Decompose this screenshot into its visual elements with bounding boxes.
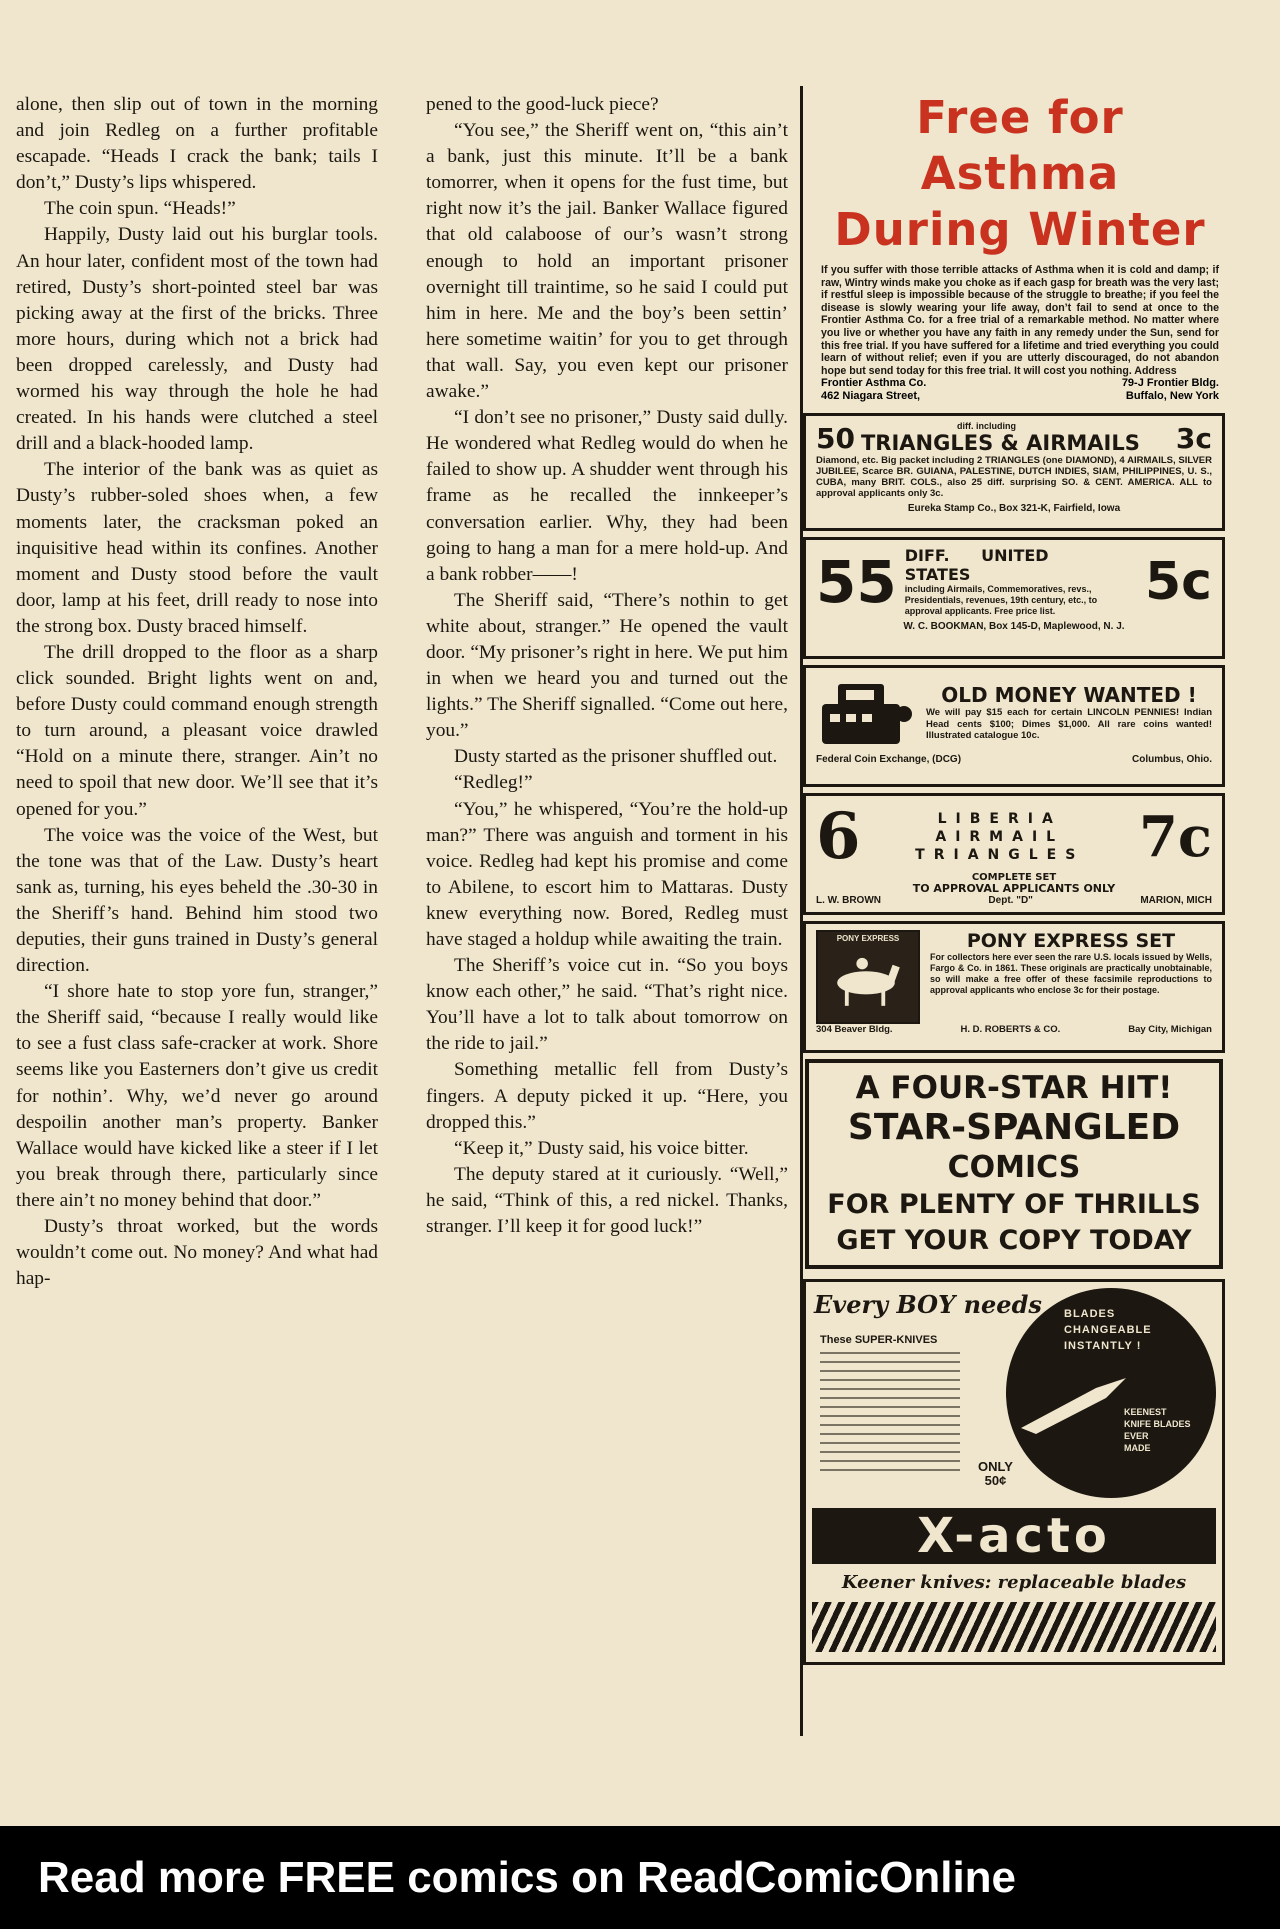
asthma-addr-bldg: 79-J Frontier Bldg. [1121,377,1219,390]
knife-icon [1016,1368,1136,1438]
asthma-addr-street: 462 Niagara Street, [821,390,921,403]
story-paragraph: pened to the good-luck piece? [426,94,659,115]
xacto-keenest-2: KNIFE BLADES [1124,1419,1191,1430]
story-paragraph: Happily, Dusty laid out his burglar tools. An hour later, confident most of the town had retired, Dusty’s short-pointed steel bar was picking away at the first of the bricks. Three more hours, during which not a brick had been dropped carelessly, and Dusty had wormed his way through the hole he had created. In his hands were clutched a steel drill and a black-hooded lamp. [16,224,378,455]
liberia-footer-right: MARION, MICH [1140,895,1212,907]
xacto-every-boy: Every BOY needs [814,1290,1042,1320]
triangles-body: Diamond, etc. Big packet including 2 TRIANGLES (one DIAMOND), 4 AIRMAILS, SILVER JUBILEE, Scarce BR. GUIANA, PALESTINE, DUTCH INDIES, SIAM, PHILIPPINES, U. S., CUBA, many BRIT. COLS., also 25 diff. surprising SO. & CENT. AMERICA. ALL to approval applicants only 3c. [816,455,1212,500]
liberia-footer-mid: Dept. "D" [988,895,1033,907]
story-paragraph: “I shore hate to stop yore fun, stranger,” the Sheriff said, “because I really would like to see a fust class safe-cracker at work. Shore seems like you Easterners don’t give us credit for nothin’. Why, we’d never go around despoilin another man’s property. Banker Wallace would have kicked like a steer if I let you break through there, particularly since there ain’t no money behind that door.” [16,981,378,1211]
xacto-slogan: Keener knives: replaceable blades [841,1572,1187,1594]
story-paragraph: Dusty’s throat worked, but the words wouldn’t come out. No money? And what had hap- [16,1216,378,1290]
pony-footer-left: 304 Beaver Bldg. [816,1024,893,1036]
asthma-headline-2: During Winter [834,203,1206,256]
money-body: We will pay $15 each for certain LINCOLN PENNIES! Indian Head cents $100; Dimes $1,000. All rare coins wanted! Illustrated catalogue 10c. [926,707,1212,742]
xacto-keenest-4: MADE [1124,1443,1151,1454]
us-price: 5c [1144,551,1212,612]
story-paragraph: The coin spun. “Heads!” [44,198,236,220]
story-paragraph: Something metallic fell from Dusty’s fingers. A deputy picked it up. “Here, you dropped this.” [426,1059,788,1133]
star-spangled-ad [805,1059,1223,1269]
story-paragraph: The drill dropped to the floor as a sharp click sounded. Bright lights went on and, before Dusty could command enough strength to turn around, a pleasant voice drawled “Hold on a minute there, stranger. Ain’t no need to spoil that new door. We’ll see that it’s opened for you.” [16,641,378,820]
story-paragraph: “Keep it,” Dusty said, his voice bitter. [454,1137,749,1159]
triangles-stamp-ad [803,413,1225,531]
star-line2: STAR-SPANGLED [847,1107,1181,1149]
triangles-price: 3c [1175,422,1212,456]
pony-express-stamp-image [816,930,920,1024]
star-line5: GET YOUR COPY TODAY [836,1225,1192,1257]
asthma-addr-city: Buffalo, New York [1125,390,1219,403]
xacto-price: 50¢ [984,1473,1007,1489]
xacto-knife-set-image [812,1602,1216,1652]
money-footer-left: Federal Coin Exchange, (DCG) [816,754,962,766]
asthma-addr-name: Frontier Asthma Co. [821,377,927,390]
liberia-line2: AIRMAIL [935,829,1065,846]
us-body: including Airmails, Commemoratives, revs., Presidentials, revenues, 19th century, etc., to approval applicants. Free price list. [904,584,1098,617]
pony-footer-right: Bay City, Michigan [1128,1024,1212,1036]
liberia-price: 7c [1138,804,1212,871]
asthma-headline-1: Free for Asthma [916,91,1124,200]
liberia-line1: LIBERIA [937,811,1062,828]
xacto-ad [803,1279,1225,1665]
pony-body: For collectors here ever seen the rare U.S. locals issued by Wells, Fargo & Co. in 1861. These originals are practically unobtainable, so will make a free offer of these facsimile reproductions to approval applicants who enclose 3c for their postage. [930,952,1212,996]
star-line4: FOR PLENTY OF THRILLS [827,1189,1201,1221]
asthma-ad [803,86,1225,407]
story-column-right [426,92,788,1240]
story-paragraph: “Redleg!” [454,772,533,794]
story-paragraph: alone, then slip out of town in the morning and join Redleg on a further profitable escapade. “Heads I crack the bank; tails I don’t,” Dusty’s lips whispered. [16,94,378,194]
xacto-circle-2: CHANGEABLE [1064,1324,1152,1337]
liberia-line5: TO APPROVAL APPLICANTS ONLY [912,882,1116,896]
pony-express-ad [803,921,1225,1053]
story-paragraph: The Sheriff said, “There’s nothin to get white about, stranger.” He opened the vault door. “My prisoner’s right in here. We put him in when we heard you and turned out the lights.” The Sheriff signalled. “Come out here, you.” [426,589,788,742]
pony-img-label: PONY EXPRESS [836,934,900,944]
asthma-body: If you suffer with those terrible attacks of Asthma when it is cold and damp; if raw, Wintry winds make you choke as if each gasp for breath was the very last; if restful sleep is impossible because of the struggle to breathe; if you feel the disease is slowly wearing your life away, don’t fail to send at once to the Frontier Asthma Co. for a free trial of a remarkable method. No matter where you live or whether you have any faith in any remedy under the Sun, send for this free trial. If you have suffered for a lifetime and tried everything you could learn of without relief; even if you are utterly discouraged, do not abandon hope but send today for this free trial. It will cost you nothing. Address [821,264,1219,377]
cash-register-icon [816,674,916,750]
pony-title: PONY EXPRESS SET [966,930,1176,953]
liberia-line3: TRIANGLES [915,847,1085,864]
xacto-keenest-3: EVER [1124,1431,1149,1442]
star-line1: A FOUR-STAR HIT! [855,1070,1173,1107]
money-footer-right: Columbus, Ohio. [1132,754,1212,766]
xacto-brand: X-acto [812,1508,1216,1564]
triangles-count: 50 [816,422,855,456]
story-paragraph: The Sheriff’s voice cut in. “So you boys know each other,” he said. “That’s right nice. You’ll have a lot to talk about tomorrow on the ride to jail.” [426,955,788,1055]
xacto-keenest-1: KEENEST [1124,1407,1167,1418]
xacto-these: These SUPER-KNIVES [820,1334,938,1347]
xacto-only: ONLY [978,1459,1013,1475]
triangles-small: diff. including [956,421,1016,432]
pony-footer-mid: H. D. ROBERTS & CO. [960,1024,1061,1036]
story-paragraph: “You,” he whispered, “You’re the hold-up man?” There was anguish and torment in his voice. Redleg had kept his promise and come to Abilene, to escort him to Mattaras. Dusty knew everything now. Bored, Redleg must have staged a holdup while awaiting the train. [426,798,788,950]
story-paragraph: The deputy stared at it curiously. “Well,” he said, “Think of this, a red nickel. Thanks, stranger. I’ll keep it for good luck!” [426,1163,788,1238]
story-paragraph: The interior of the bank was as quiet as Dusty’s rubber-soled shoes when, a few moments later, the cracksman poked an inquisitive head within its confines. Another moment and Dusty stood before the vault door, lamp at his feet, drill ready to nose into the strong box. Dusty braced himself. [16,459,378,637]
story-paragraph: Dusty started as the prisoner shuffled out. [454,746,778,768]
us-footer: W. C. BOOKMAN, Box 145-D, Maplewood, N. J. [903,621,1125,633]
story-paragraph: The voice was the voice of the West, but the tone was that of the Law. Dusty’s heart sank as, turning, his eyes beheld the .30-30 in the Sheriff’s hand. Behind him stood two deputies, their guns trained in Dusty’s general direction. [16,824,378,977]
star-line3: COMICS [947,1150,1081,1186]
horse-rider-icon [818,943,914,1013]
story-paragraph: “You see,” the Sheriff went on, “this ain’t a bank, just this minute. It’ll be a bank tomorrer, when it opens for the fust time, but right now it’s the jail. Banker Wallace figured that old calaboose of our’s wasn’t strong enough to hold an important prisoner overnight till traintime, so he said I could put him in here. Me and the boy’s been settin’ here sometime waitin’ for you to get through that wall. Say, you even kept our prisoner awake.” [426,120,788,403]
xacto-list-text [820,1352,960,1472]
us-stamp-ad [803,537,1225,659]
money-title: OLD MONEY WANTED ! [941,683,1197,708]
us-count: 55 [816,547,897,616]
ads-column [803,86,1225,1671]
xacto-circle-1: BLADES [1064,1308,1116,1321]
triangles-title: TRIANGLES & AIRMAILS [860,431,1140,456]
story-column-left [16,92,378,1292]
xacto-circle-3: INSTANTLY ! [1064,1340,1142,1353]
xacto-circle [1006,1288,1216,1498]
old-money-ad [803,665,1225,787]
triangles-footer: Eureka Stamp Co., Box 321-K, Fairfield, Iowa [907,503,1121,515]
liberia-line4: COMPLETE SET [971,872,1057,884]
liberia-footer-left: L. W. BROWN [816,895,881,907]
liberia-stamp-ad [803,793,1225,915]
story-paragraph: “I don’t see no prisoner,” Dusty said dully. He wondered what Redleg would do when he failed to show up. A shudder went through his frame as he recalled the innkeeper’s conversation earlier. Why, they had been going to hang a man for a mere hold-up. And a bank robber——! [426,407,788,585]
promo-banner[interactable]: Read more FREE comics on ReadComicOnline [0,1826,1280,1929]
us-title: DIFF. UNITED STATES [904,546,1049,585]
liberia-count: 6 [816,799,861,875]
